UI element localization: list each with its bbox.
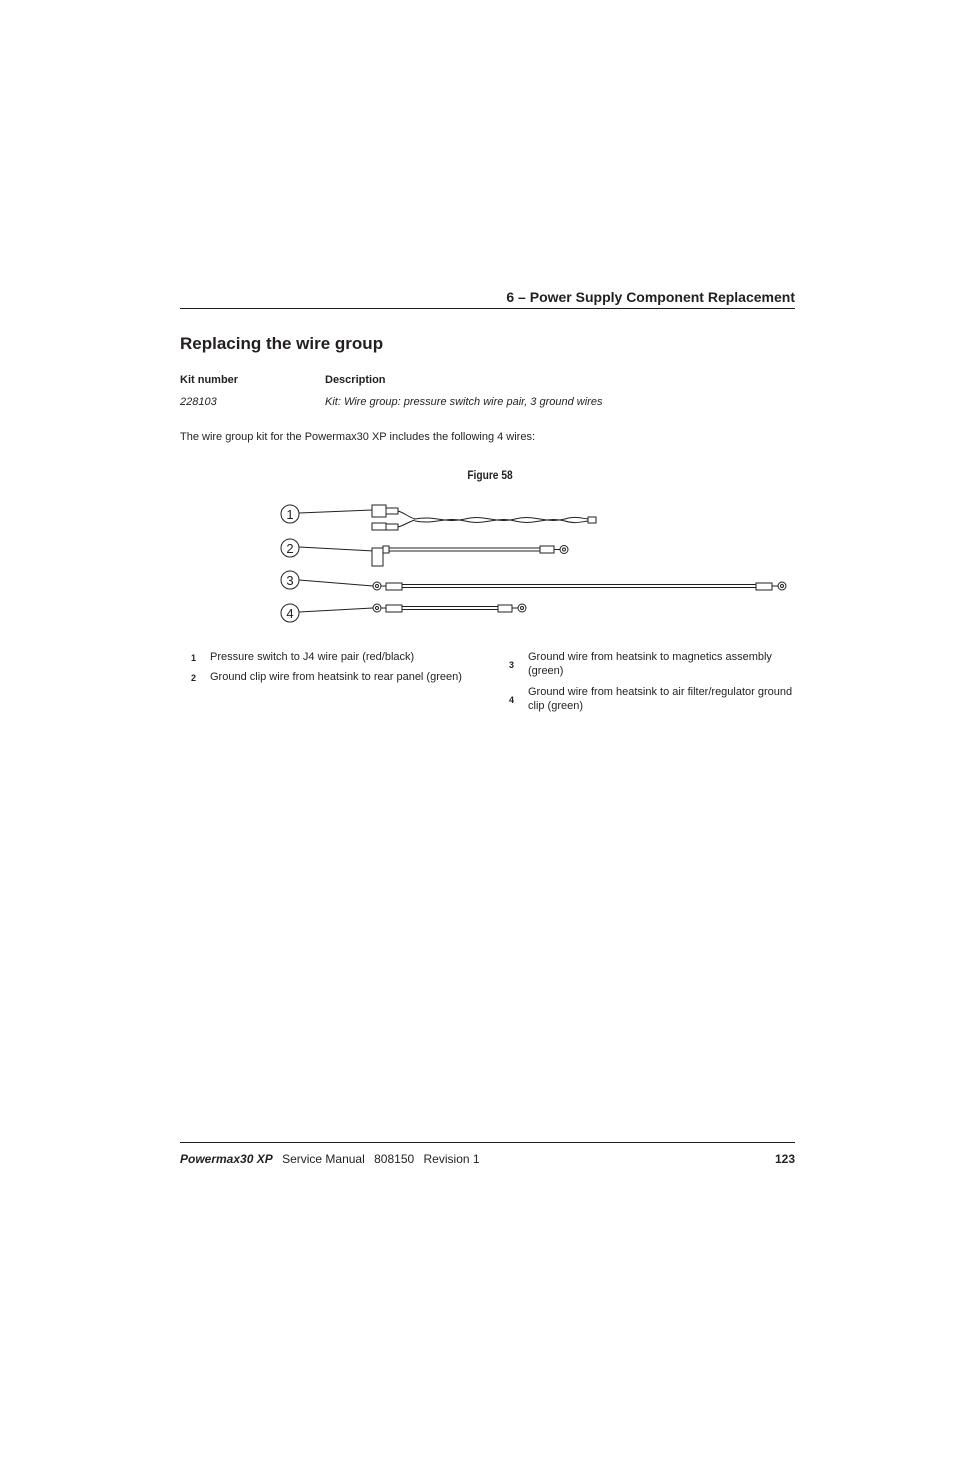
wire2-ring-terminal bbox=[560, 546, 568, 554]
footer-revision: Revision 1 bbox=[423, 1152, 480, 1166]
chapter-heading: 6 – Power Supply Component Replacement bbox=[506, 289, 795, 305]
legend-text-3: Ground wire from heatsink to magnetics assembly (green) bbox=[528, 651, 772, 677]
callout-4: 4 bbox=[286, 606, 294, 621]
footer-rule bbox=[180, 1142, 795, 1143]
wire3-ring-right bbox=[778, 582, 786, 590]
wire3-ring-left bbox=[373, 582, 381, 590]
kit-number-value: 228103 bbox=[180, 396, 217, 408]
kit-description-value: Kit: Wire group: pressure switch wire pair, 3 ground wires bbox=[325, 396, 603, 408]
wire1-connector-bottom bbox=[372, 523, 386, 530]
description-header: Description bbox=[325, 374, 386, 386]
intro-paragraph: The wire group kit for the Powermax30 XP includes the following 4 wires: bbox=[180, 431, 536, 443]
wire-group-figure bbox=[270, 495, 800, 630]
figure-label: Figure 58 bbox=[467, 468, 513, 482]
legend-number-2: 2 bbox=[191, 673, 197, 683]
footer-product: Powermax30 XP bbox=[180, 1152, 273, 1166]
footer-doc-type: Service Manual bbox=[282, 1152, 365, 1166]
legend-number-4: 4 bbox=[509, 695, 515, 705]
page-number: 123 bbox=[774, 1152, 795, 1166]
legend-number-3: 3 bbox=[509, 660, 515, 670]
legend-text-4: Ground wire from heatsink to air filter/regulator ground clip (green) bbox=[528, 686, 793, 712]
footer-doc-number: 808150 bbox=[374, 1152, 415, 1166]
callout-3: 3 bbox=[286, 573, 294, 588]
wire4-ring-left bbox=[373, 604, 381, 612]
wire1-end-terminal bbox=[588, 517, 596, 523]
callout-2: 2 bbox=[286, 541, 294, 556]
legend-number-1: 1 bbox=[191, 653, 197, 663]
legend-text-2: Ground clip wire from heatsink to rear panel (green) bbox=[210, 671, 462, 683]
wire2-clip bbox=[372, 548, 383, 566]
wire1-connector-top bbox=[372, 505, 386, 517]
footer-doc-info bbox=[180, 1152, 480, 1166]
kit-number-header: Kit number bbox=[180, 374, 239, 386]
header-rule bbox=[180, 308, 795, 309]
wire4-ring-right bbox=[518, 604, 526, 612]
legend-text-1: Pressure switch to J4 wire pair (red/black) bbox=[210, 651, 415, 663]
section-title: Replacing the wire group bbox=[180, 334, 384, 353]
callout-1: 1 bbox=[286, 507, 294, 522]
